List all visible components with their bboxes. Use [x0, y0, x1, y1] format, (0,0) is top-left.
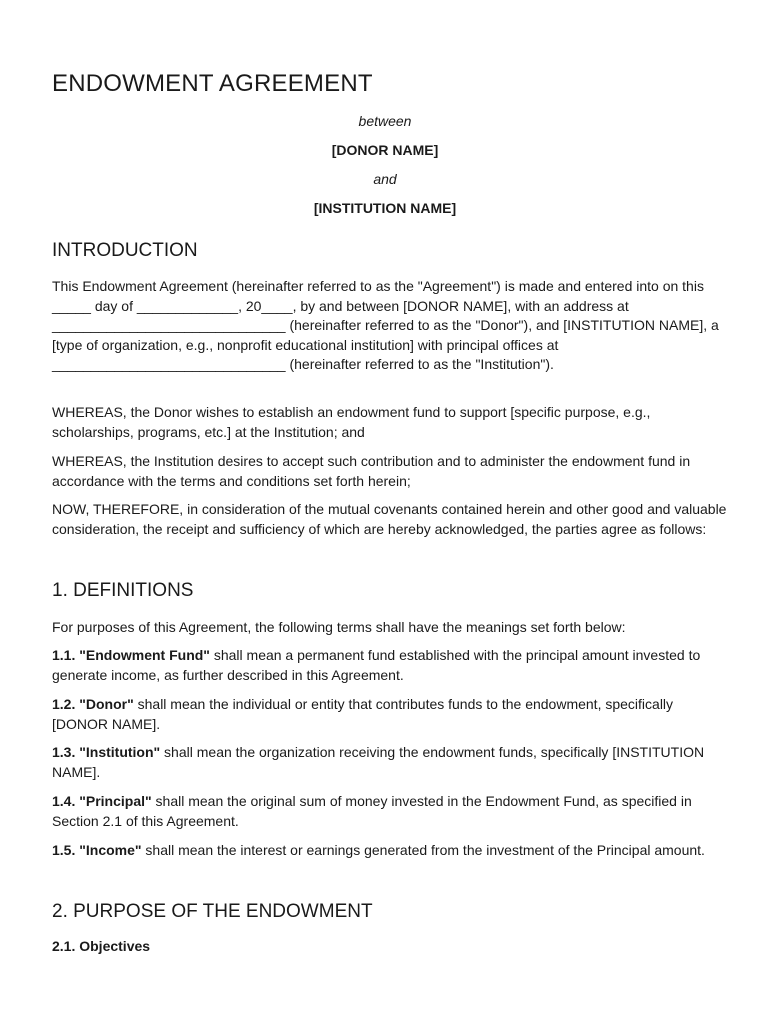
donor-name: [DONOR NAME] — [331, 142, 439, 158]
document-title: ENDOWMENT AGREEMENT — [52, 70, 373, 97]
definition-text: shall mean the organization receiving the endowment funds, specifically [INSTITUTION NAME]. — [52, 744, 705, 780]
definition-item — [52, 646, 732, 685]
definition-item — [52, 792, 732, 831]
definition-text: shall mean the original sum of money invested in the Endowment Fund, as specified in Section 2.1 of this Agreement. — [52, 793, 692, 829]
objectives-subheading: 2.1. Objectives — [52, 938, 151, 954]
definition-term: 1.1. "Endowment Fund" — [52, 647, 210, 663]
definition-term: 1.4. "Principal" — [52, 793, 152, 809]
definition-term: 1.2. "Donor" — [52, 696, 134, 712]
institution-name: [INSTITUTION NAME] — [313, 200, 457, 216]
between-text: between — [358, 113, 412, 129]
definition-term: 1.5. "Income" — [52, 842, 142, 858]
definition-item — [52, 695, 732, 734]
definition-text: shall mean the individual or entity that contributes funds to the endowment, specifically [DONOR NAME]. — [52, 696, 674, 732]
whereas-paragraph-1: WHEREAS, the Donor wishes to establish an endowment fund to support [specific purpose, e.g., scholarships, programs, etc.] at the Institution; and — [52, 404, 651, 440]
definition-item — [52, 841, 732, 861]
definition-item — [52, 743, 732, 782]
whereas-paragraph-2: WHEREAS, the Institution desires to accept such contribution and to administer the endowment fund in accordance with the terms and conditions set forth herein; — [52, 453, 691, 489]
definition-text: shall mean the interest or earnings generated from the investment of the Principal amount. — [141, 842, 705, 858]
now-therefore-paragraph: NOW, THEREFORE, in consideration of the mutual covenants contained herein and other good and valuable consideration, the receipt and sufficiency of which are hereby acknowledged, the parties agree as follows: — [52, 501, 727, 537]
definition-term: 1.3. "Institution" — [52, 744, 161, 760]
introduction-heading: INTRODUCTION — [52, 240, 198, 261]
definition-text: shall mean a permanent fund established with the principal amount invested to generate income, as further described in this Agreement. — [52, 647, 701, 683]
purpose-heading: 2. PURPOSE OF THE ENDOWMENT — [52, 901, 373, 922]
definitions-intro: For purposes of this Agreement, the following terms shall have the meanings set forth below: — [52, 619, 626, 635]
intro-paragraph: This Endowment Agreement (hereinafter referred to as the "Agreement") is made and entered into on this _____ day of _____________, 20____, by and between [DONOR NAME], with an address at ______________________________ (hereinafter referred to as the "Donor"), and [INSTITUTION NAME], a [type of organization, e.g., nonprofit educational institution] with principal offices at ______________________________ (hereinafter referred to as the "Institution"). — [52, 278, 719, 372]
and-text: and — [373, 171, 397, 187]
definitions-heading: 1. DEFINITIONS — [52, 580, 194, 601]
